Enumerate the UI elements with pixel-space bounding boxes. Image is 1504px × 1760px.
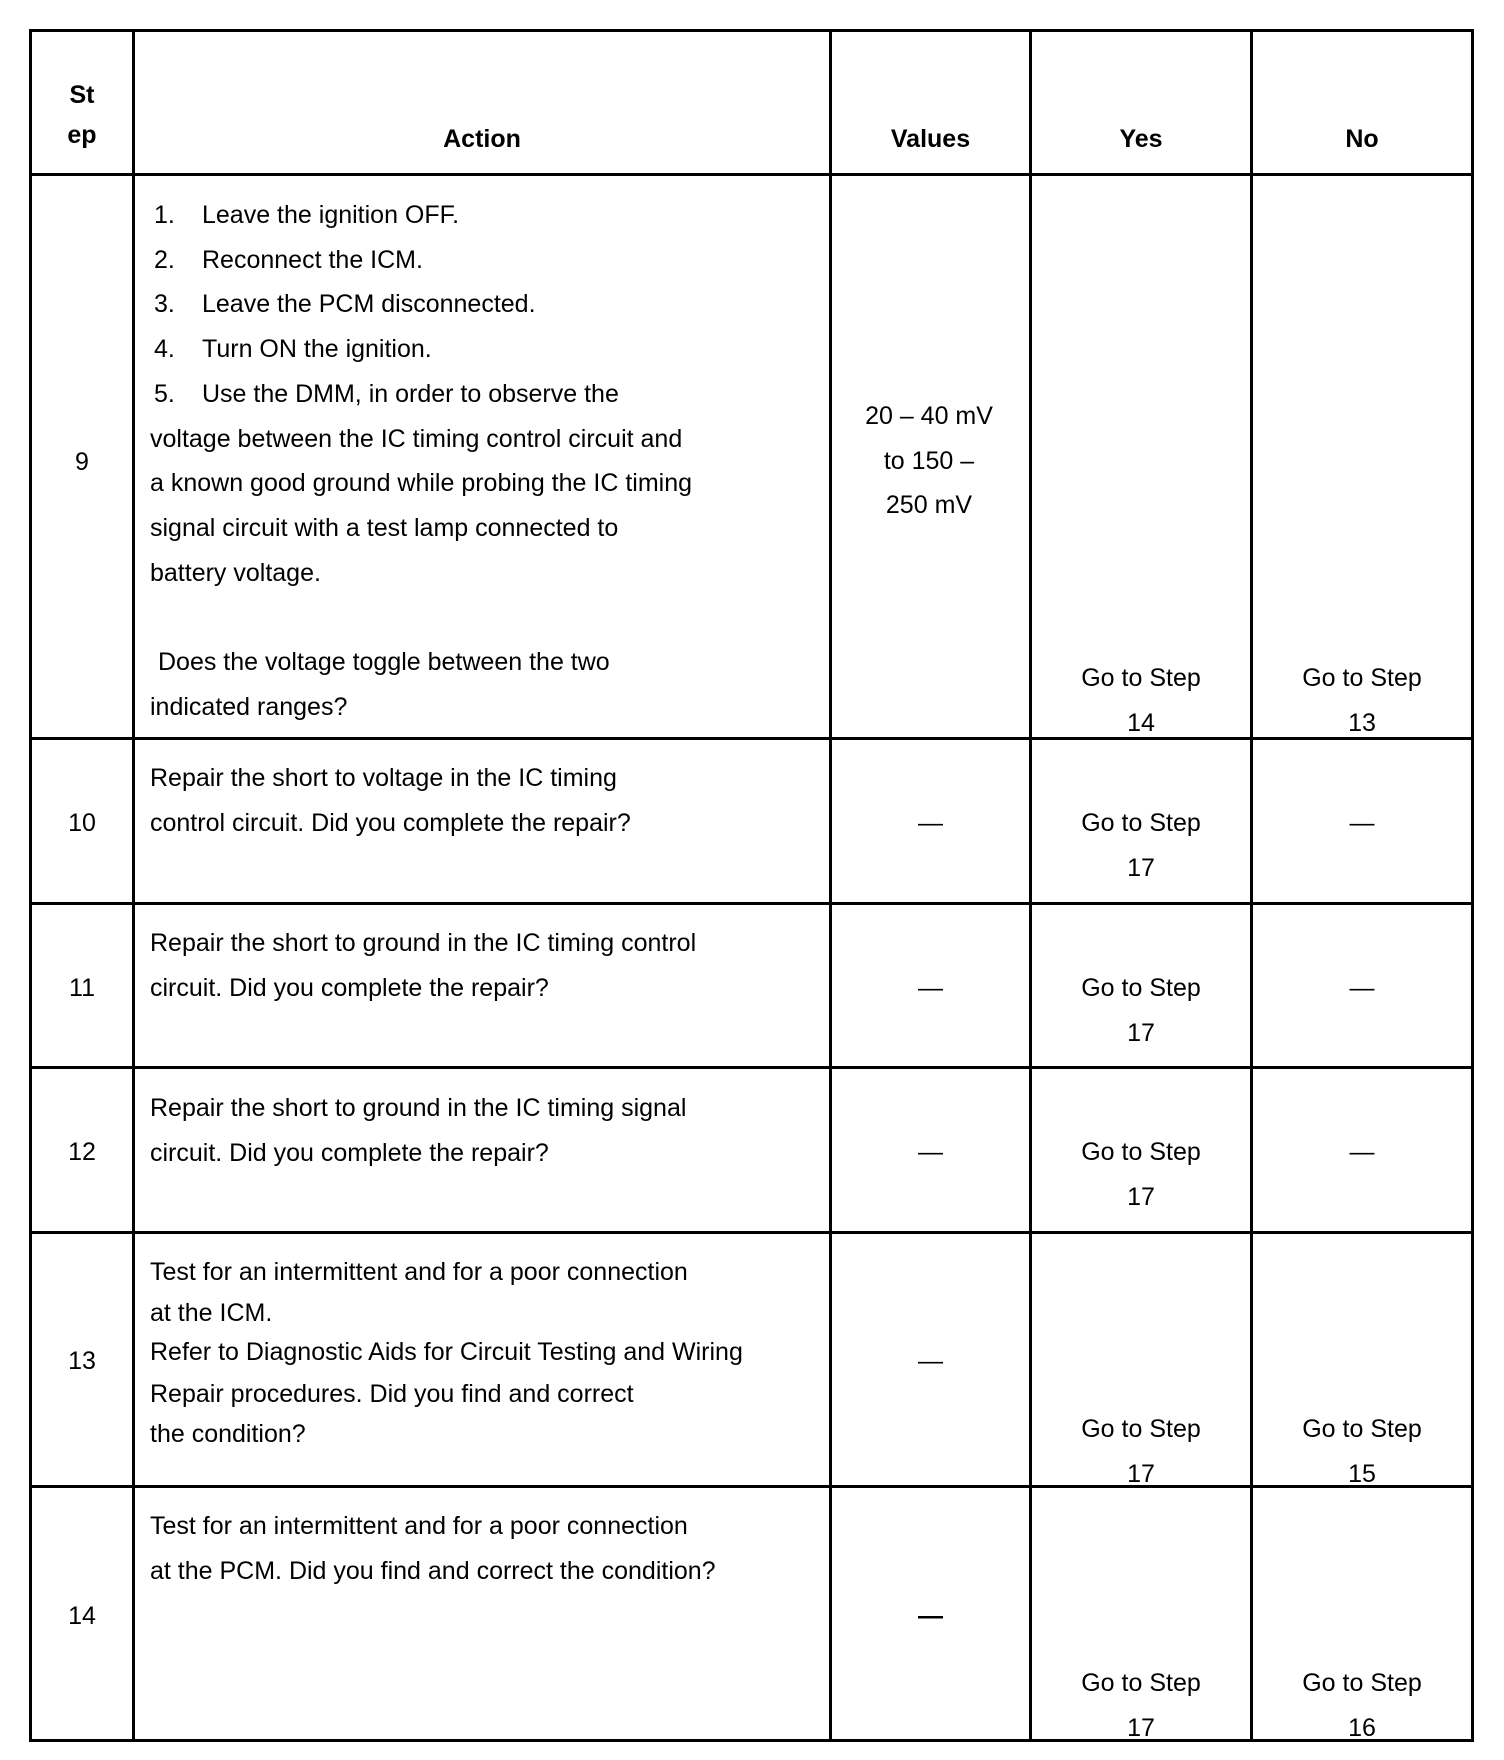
list-item	[150, 238, 820, 283]
list-item-text: Turn ON the ignition.	[202, 335, 432, 364]
action-line: at the ICM.	[150, 1298, 273, 1327]
goto-step: 13	[1348, 708, 1376, 737]
action-line: control circuit. Did you complete the repair?	[150, 808, 631, 837]
header-divider	[29, 173, 1474, 176]
header-values: Values	[890, 125, 971, 153]
list-item	[150, 193, 820, 238]
list-item-text: Leave the PCM disconnected.	[202, 290, 536, 319]
list-item	[150, 372, 820, 417]
no-dash: —	[1349, 1138, 1375, 1166]
action-line: Test for an intermittent and for a poor connection	[150, 1258, 688, 1286]
no-goto	[1253, 1407, 1471, 1496]
goto-label: Go to Step	[1302, 664, 1422, 692]
row-divider	[29, 1066, 1474, 1069]
diagnostic-table	[29, 29, 1474, 1742]
action-line: Repair the short to ground in the IC timing control	[150, 929, 697, 957]
values-dash: —	[918, 1138, 943, 1166]
list-item-text: Reconnect the ICM.	[202, 245, 423, 274]
values-line: 250 mV	[885, 491, 973, 520]
header-yes: Yes	[1119, 125, 1163, 153]
step-number: 10	[68, 809, 96, 837]
list-item-text: Leave the ignition OFF.	[202, 201, 460, 229]
step-number: 11	[69, 974, 95, 1002]
action-line: signal circuit with a test lamp connected to	[150, 513, 619, 542]
action-line: the condition?	[150, 1419, 306, 1448]
goto-step: 16	[1348, 1713, 1376, 1742]
values-line: 20 – 40 mV	[865, 402, 993, 430]
goto-label: Go to Step	[1302, 1669, 1422, 1697]
goto-step: 14	[1127, 708, 1155, 737]
row-divider	[29, 1231, 1474, 1234]
action-line: Repair procedures. Did you find and correct	[150, 1379, 634, 1408]
list-number: 2.	[154, 245, 175, 274]
action-line: a known good ground while probing the IC timing	[150, 469, 693, 498]
step-number: 9	[75, 448, 89, 476]
spacer-line	[150, 595, 820, 640]
action-text	[150, 921, 820, 1010]
action-text	[150, 756, 820, 845]
action-question: indicated ranges?	[150, 692, 348, 721]
action-line: Refer to Diagnostic Aids for Circuit Testing and Wiring	[150, 1337, 743, 1366]
values-dash: —	[918, 809, 943, 837]
header-action: Action	[443, 125, 521, 153]
action-text	[150, 193, 820, 729]
list-item	[150, 327, 820, 372]
action-line: Repair the short to ground in the IC timing signal	[150, 1094, 687, 1122]
action-text	[150, 1250, 820, 1453]
action-line: Repair the short to voltage in the IC timing	[150, 764, 617, 792]
table-border-top	[29, 29, 1474, 32]
yes-goto	[1032, 1661, 1250, 1750]
no-goto	[1253, 656, 1471, 745]
list-item-text: Use the DMM, in order to observe the	[202, 379, 619, 408]
action-text	[150, 1504, 820, 1593]
no-dash: —	[1349, 974, 1375, 1002]
goto-step: 17	[1127, 1459, 1155, 1488]
goto-label: Go to Step	[1081, 1669, 1201, 1697]
goto-label: Go to Step	[1302, 1415, 1422, 1443]
goto-step: 15	[1348, 1459, 1376, 1488]
action-line: at the PCM. Did you find and correct the condition?	[150, 1556, 716, 1585]
yes-goto	[1032, 801, 1250, 890]
action-line: battery voltage.	[150, 558, 321, 587]
row-divider	[29, 902, 1474, 905]
goto-label: Go to Step	[1081, 1415, 1201, 1443]
action-line: voltage between the IC timing control circuit and	[150, 424, 683, 453]
column-divider	[829, 29, 832, 1742]
header-step	[32, 75, 132, 155]
goto-label: Go to Step	[1081, 809, 1201, 837]
list-item	[150, 282, 820, 327]
goto-step: 17	[1127, 1018, 1155, 1047]
action-line: circuit. Did you complete the repair?	[150, 1138, 549, 1167]
step-number: 12	[68, 1138, 96, 1166]
step-number: 13	[68, 1347, 96, 1375]
no-dash: —	[1349, 809, 1375, 837]
action-question: Does the voltage toggle between the two	[158, 648, 610, 677]
no-goto	[1253, 1661, 1471, 1750]
table-border-left	[29, 29, 32, 1742]
header-step-line-2: ep	[67, 121, 97, 149]
action-line: circuit. Did you complete the repair?	[150, 973, 549, 1002]
list-number: 4.	[154, 335, 175, 364]
values-dash: —	[918, 1347, 943, 1375]
yes-goto	[1032, 656, 1250, 745]
goto-label: Go to Step	[1081, 974, 1201, 1002]
goto-step: 17	[1127, 1182, 1155, 1211]
header-step-line-1: St	[69, 81, 95, 109]
goto-step: 17	[1127, 1713, 1155, 1742]
yes-goto	[1032, 1407, 1250, 1496]
goto-step: 17	[1127, 853, 1155, 882]
goto-label: Go to Step	[1081, 1138, 1201, 1166]
goto-label: Go to Step	[1081, 664, 1201, 692]
action-line: Test for an intermittent and for a poor connection	[150, 1512, 688, 1540]
column-divider	[132, 29, 135, 1742]
values-line: to 150 –	[883, 446, 975, 475]
action-text	[150, 1086, 820, 1175]
list-number: 1.	[154, 201, 175, 229]
values-range	[832, 394, 1026, 528]
values-dash: —	[918, 974, 943, 1002]
list-number: 3.	[154, 290, 175, 319]
table-border-right	[1471, 29, 1474, 1742]
step-number: 14	[68, 1602, 96, 1630]
values-dash: —	[918, 1602, 943, 1630]
yes-goto	[1032, 1130, 1250, 1219]
header-no: No	[1345, 125, 1379, 153]
list-number: 5.	[154, 379, 175, 408]
yes-goto	[1032, 966, 1250, 1055]
